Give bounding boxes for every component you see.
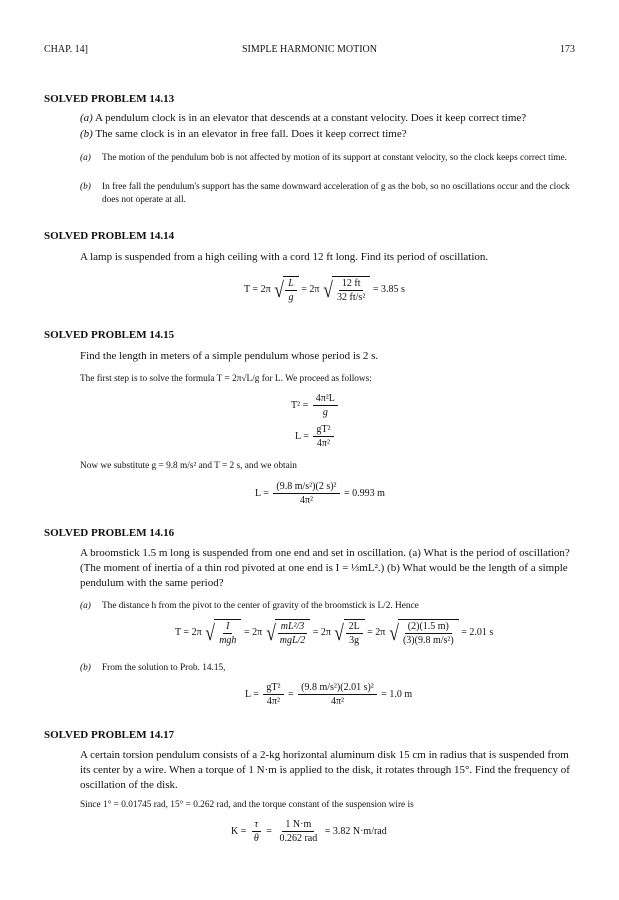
eq-l-solved: L = $\frac{\text{gT²}}{\text{4π²}}$ — [295, 424, 336, 449]
problem-14-17-question: A certain torsion pendulum consists of a 2-kg horizontal aluminum disk 15 cm in radius that is suspended from its center by a wire. When a torque of 1 N·m is applied to the disk, it rotates through 15°. Find the frequency of oscillation of the disk. — [80, 749, 570, 791]
problem-14-14-question: A lamp is suspended from a high ceiling with a cord 12 ft long. Find its period of oscillation. — [80, 251, 489, 263]
problem-14-13-title: SOLVED PROBLEM 14.13 — [44, 93, 175, 105]
sqrt-values: √ $\frac{12 ft}{\text{32 ft/s²}}$ — [322, 276, 370, 303]
problem-14-14-equation — [244, 276, 405, 303]
problem-14-15-step1: The first step is to solve the formula T = 2π√L/g for L. We proceed as follows: — [80, 374, 372, 384]
chapter-title: SIMPLE HARMONIC MOTION — [241, 44, 377, 55]
problem-14-15-title: SOLVED PROBLEM 14.15 — [44, 329, 175, 341]
eq-mid: = 2π — [301, 284, 320, 295]
problem-14-14-title: SOLVED PROBLEM 14.14 — [44, 230, 175, 242]
problem-14-17-title: SOLVED PROBLEM 14.17 — [44, 729, 175, 741]
eq-result: = 3.85 s — [372, 284, 405, 295]
label-b: (b) — [80, 128, 93, 140]
chapter-label: CHAP. 14] — [44, 44, 88, 55]
solution-label-b: (b) — [80, 182, 91, 192]
problem-14-16-question: A broomstick 1.5 m long is suspended from one end and set in oscillation. (a) What is the period of oscillation? (The moment of inertia of a thin rod pivoted at one end is I = ⅓mL².) (b) What would be the length of a simple pendulum with the same period? — [80, 547, 570, 589]
problem-14-15-question: Find the length in meters of a simple pendulum whose period is 2 s. — [80, 350, 379, 362]
solution-b-text: In free fall the pendulum's support has the same downward acceleration of g as the bob, so no oscillations occur and the clock does not operate at all. — [102, 182, 570, 205]
problem-14-17-step: Since 1° = 0.01745 rad, 15° = 0.262 rad, and the torque constant of the suspension wire is — [80, 800, 414, 810]
eq-lhs: T = 2π — [244, 284, 271, 295]
eq-t-squared: T² = $\frac{\text{4π²L}}{g}$ — [291, 393, 340, 418]
label-a: (a) — [80, 112, 93, 124]
problem-14-13-question-a — [80, 111, 575, 126]
problem-14-16-solution-a: (a) The distance h from the pivot to the center of gravity of the broomstick is L/2. Hence — [80, 601, 419, 611]
sqrt-l-over-g: √ $\frac{L}{g}$ — [273, 276, 299, 303]
eq-torque-constant: K = $\frac{\tau}{\theta}$ = $\frac{1 N\cdot m}{\text{0.262 rad}}$ = 3.82 N·m/rad — [231, 819, 387, 844]
problem-14-16-solution-b: (b) From the solution to Prob. 14.15, — [80, 663, 226, 673]
running-header — [44, 44, 575, 58]
question-b-text: The same clock is in an elevator in free fall. Does it keep correct time? — [95, 128, 407, 140]
solution-label-a: (a) — [80, 153, 91, 163]
solution-a-text: The motion of the pendulum bob is not affected by motion of its support at constant velocity, so the clock keeps correct time. — [102, 153, 567, 163]
eq-broomstick-period: T = 2π √ $\frac{I}{\text{mgh}}$ = 2π √ $\frac{\text{mL²/3}}{\text{mgL/2}}$ = 2π √ $\frac{2L}{3g}$ = 2π √ $\frac{(2)(1.5 m)}{\text{(3)(9.8 m/s²)}}$ = 2.01 s — [175, 619, 494, 646]
problem-14-13-question-b — [80, 127, 575, 142]
eq-broomstick-length: L = $\frac{\text{gT²}}{\text{4π²}}$ = $\frac{\text{(9.8 m/s²)(2.01 s)²}}{\text{4π²}}$ = 1.0 m — [245, 682, 413, 707]
problem-14-16-title: SOLVED PROBLEM 14.16 — [44, 527, 175, 539]
eq-l-result: L = $\frac{\text{(9.8 m/s²)(2 s)²}}{\text{4π²}}$ = 0.993 m — [255, 481, 385, 506]
problem-14-13-solution-b — [80, 181, 575, 207]
problem-14-13-solution-a — [80, 152, 575, 165]
question-a-text: A pendulum clock is in an elevator that descends at a constant velocity. Does it keep correct time? — [94, 112, 527, 124]
problem-14-15-step2: Now we substitute g = 9.8 m/s² and T = 2 s, and we obtain — [80, 461, 297, 471]
page-number: 173 — [560, 44, 575, 55]
